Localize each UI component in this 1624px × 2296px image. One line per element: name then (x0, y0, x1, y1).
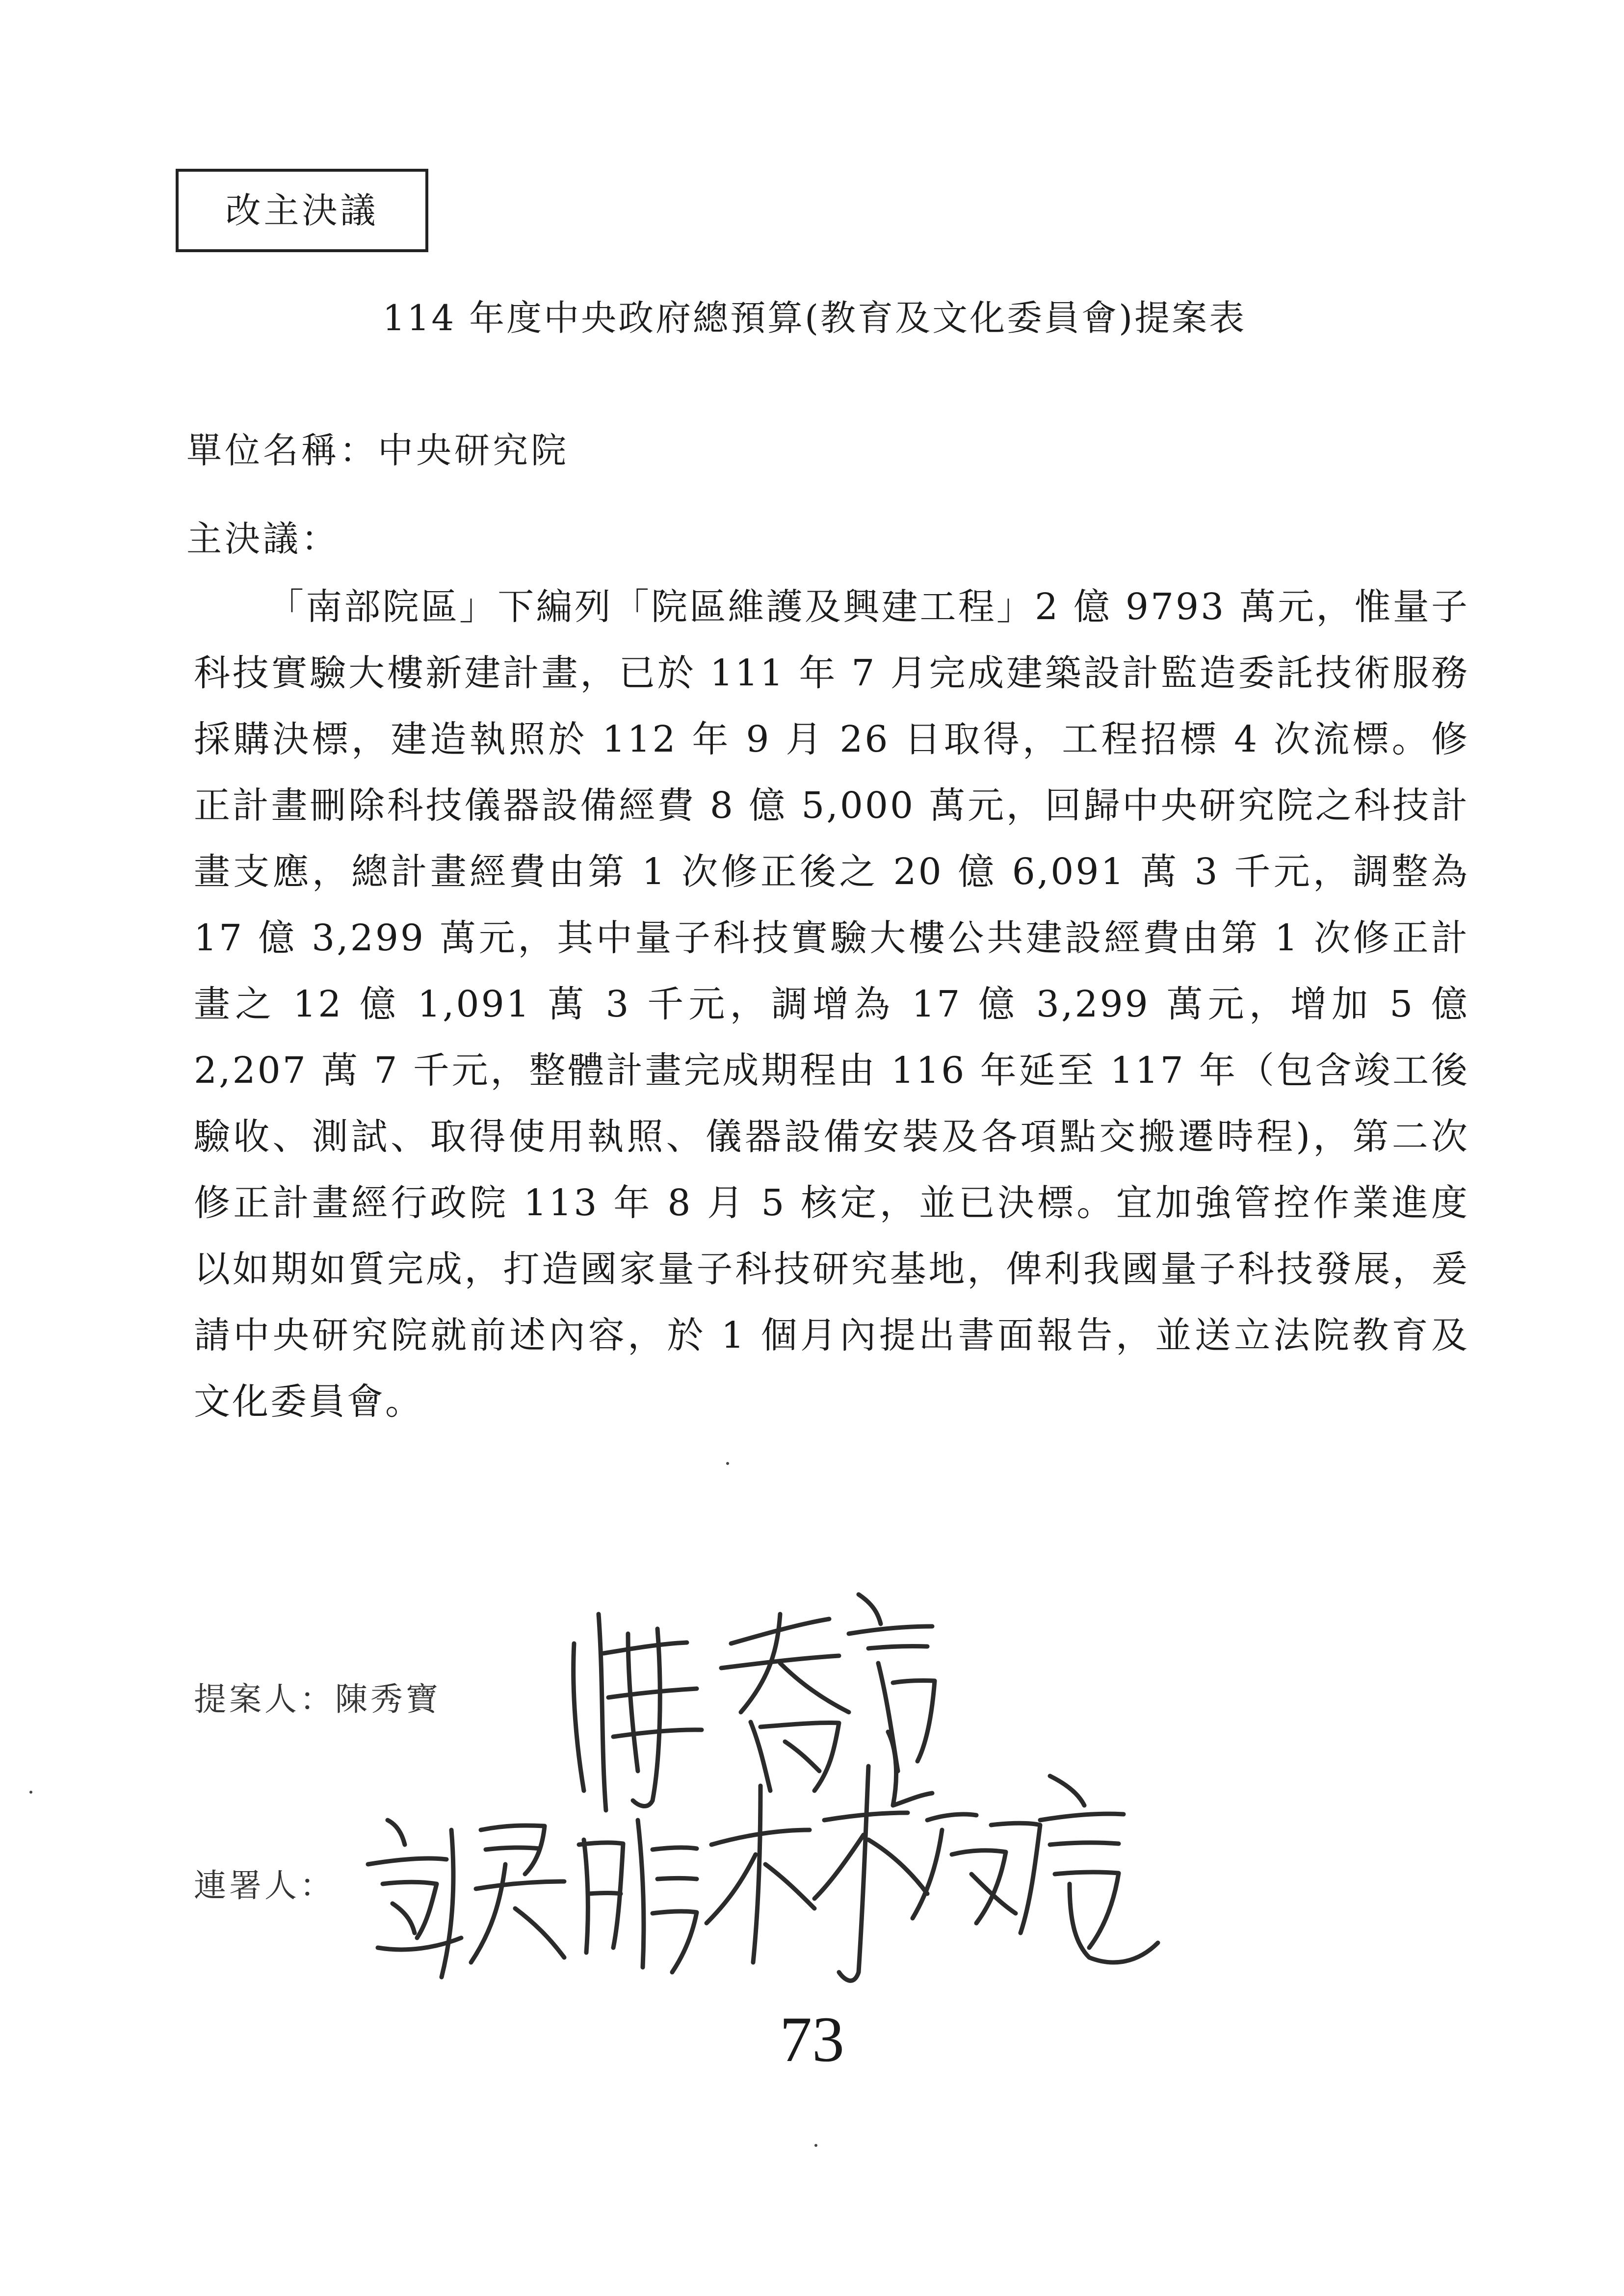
document-title: 114 年度中央政府總預算(教育及文化委員會)提案表 (382, 297, 1247, 339)
revised-motion-tag: 改主決議 (176, 169, 428, 252)
main-motion-label: 主決議： (186, 518, 340, 559)
cosigner-signature-1 (358, 1791, 702, 1987)
scan-speck (814, 2144, 817, 2147)
cosigner-label: 連署人： (194, 1867, 335, 1905)
motion-body-text: 「南部院區」下編列「院區維護及興建工程」2 億 9793 萬元，惟量子科技實驗大樓新建計畫，已於 111 年 7 月完成建築設計監造委託技術服務採購決標，建造執照於 112 年 9 月 26 日取得，工程招標 4 次流標。修正計畫刪除科技儀器設備經費 8 億 5,000 萬元，回歸中央研究院之科技計畫支應，總計畫經費由第 1 次修正後之 20 億 6,091 萬 3 千元，調整為 17 億 3,299 萬元，其中量子科技實驗大樓公共建設經費由第 1 次修正計畫之 12 億 1,091 萬 3 千元，調增為 17 億 3,299 萬元，增加 5 億 2,207 萬 7 千元，整體計畫完成期程由 116 年延至 117 年（包含竣工後驗收、測試、取得使用執照、儀器設備安裝及各項點交搬遷時程)，第二次修正計畫經行政院 113 年 8 月 5 核定，並已決標。宜加強管控作業進度以如期如質完成，打造國家量子科技研究基地，俾利我國量子科技發展，爰請中央研究院就前述內容，於 1 個月內提出書面報告，並送立法院教育及文化委員會。 (194, 586, 1469, 1423)
cosigner-signature-2 (697, 1756, 1163, 1987)
proposer-line: 提案人：陳秀寶 (194, 1680, 441, 1718)
scan-speck (29, 1791, 32, 1794)
scan-speck (726, 1462, 729, 1465)
unit-name-line: 單位名稱：中央研究院 (186, 430, 570, 471)
page-number: 73 (780, 2003, 844, 2075)
